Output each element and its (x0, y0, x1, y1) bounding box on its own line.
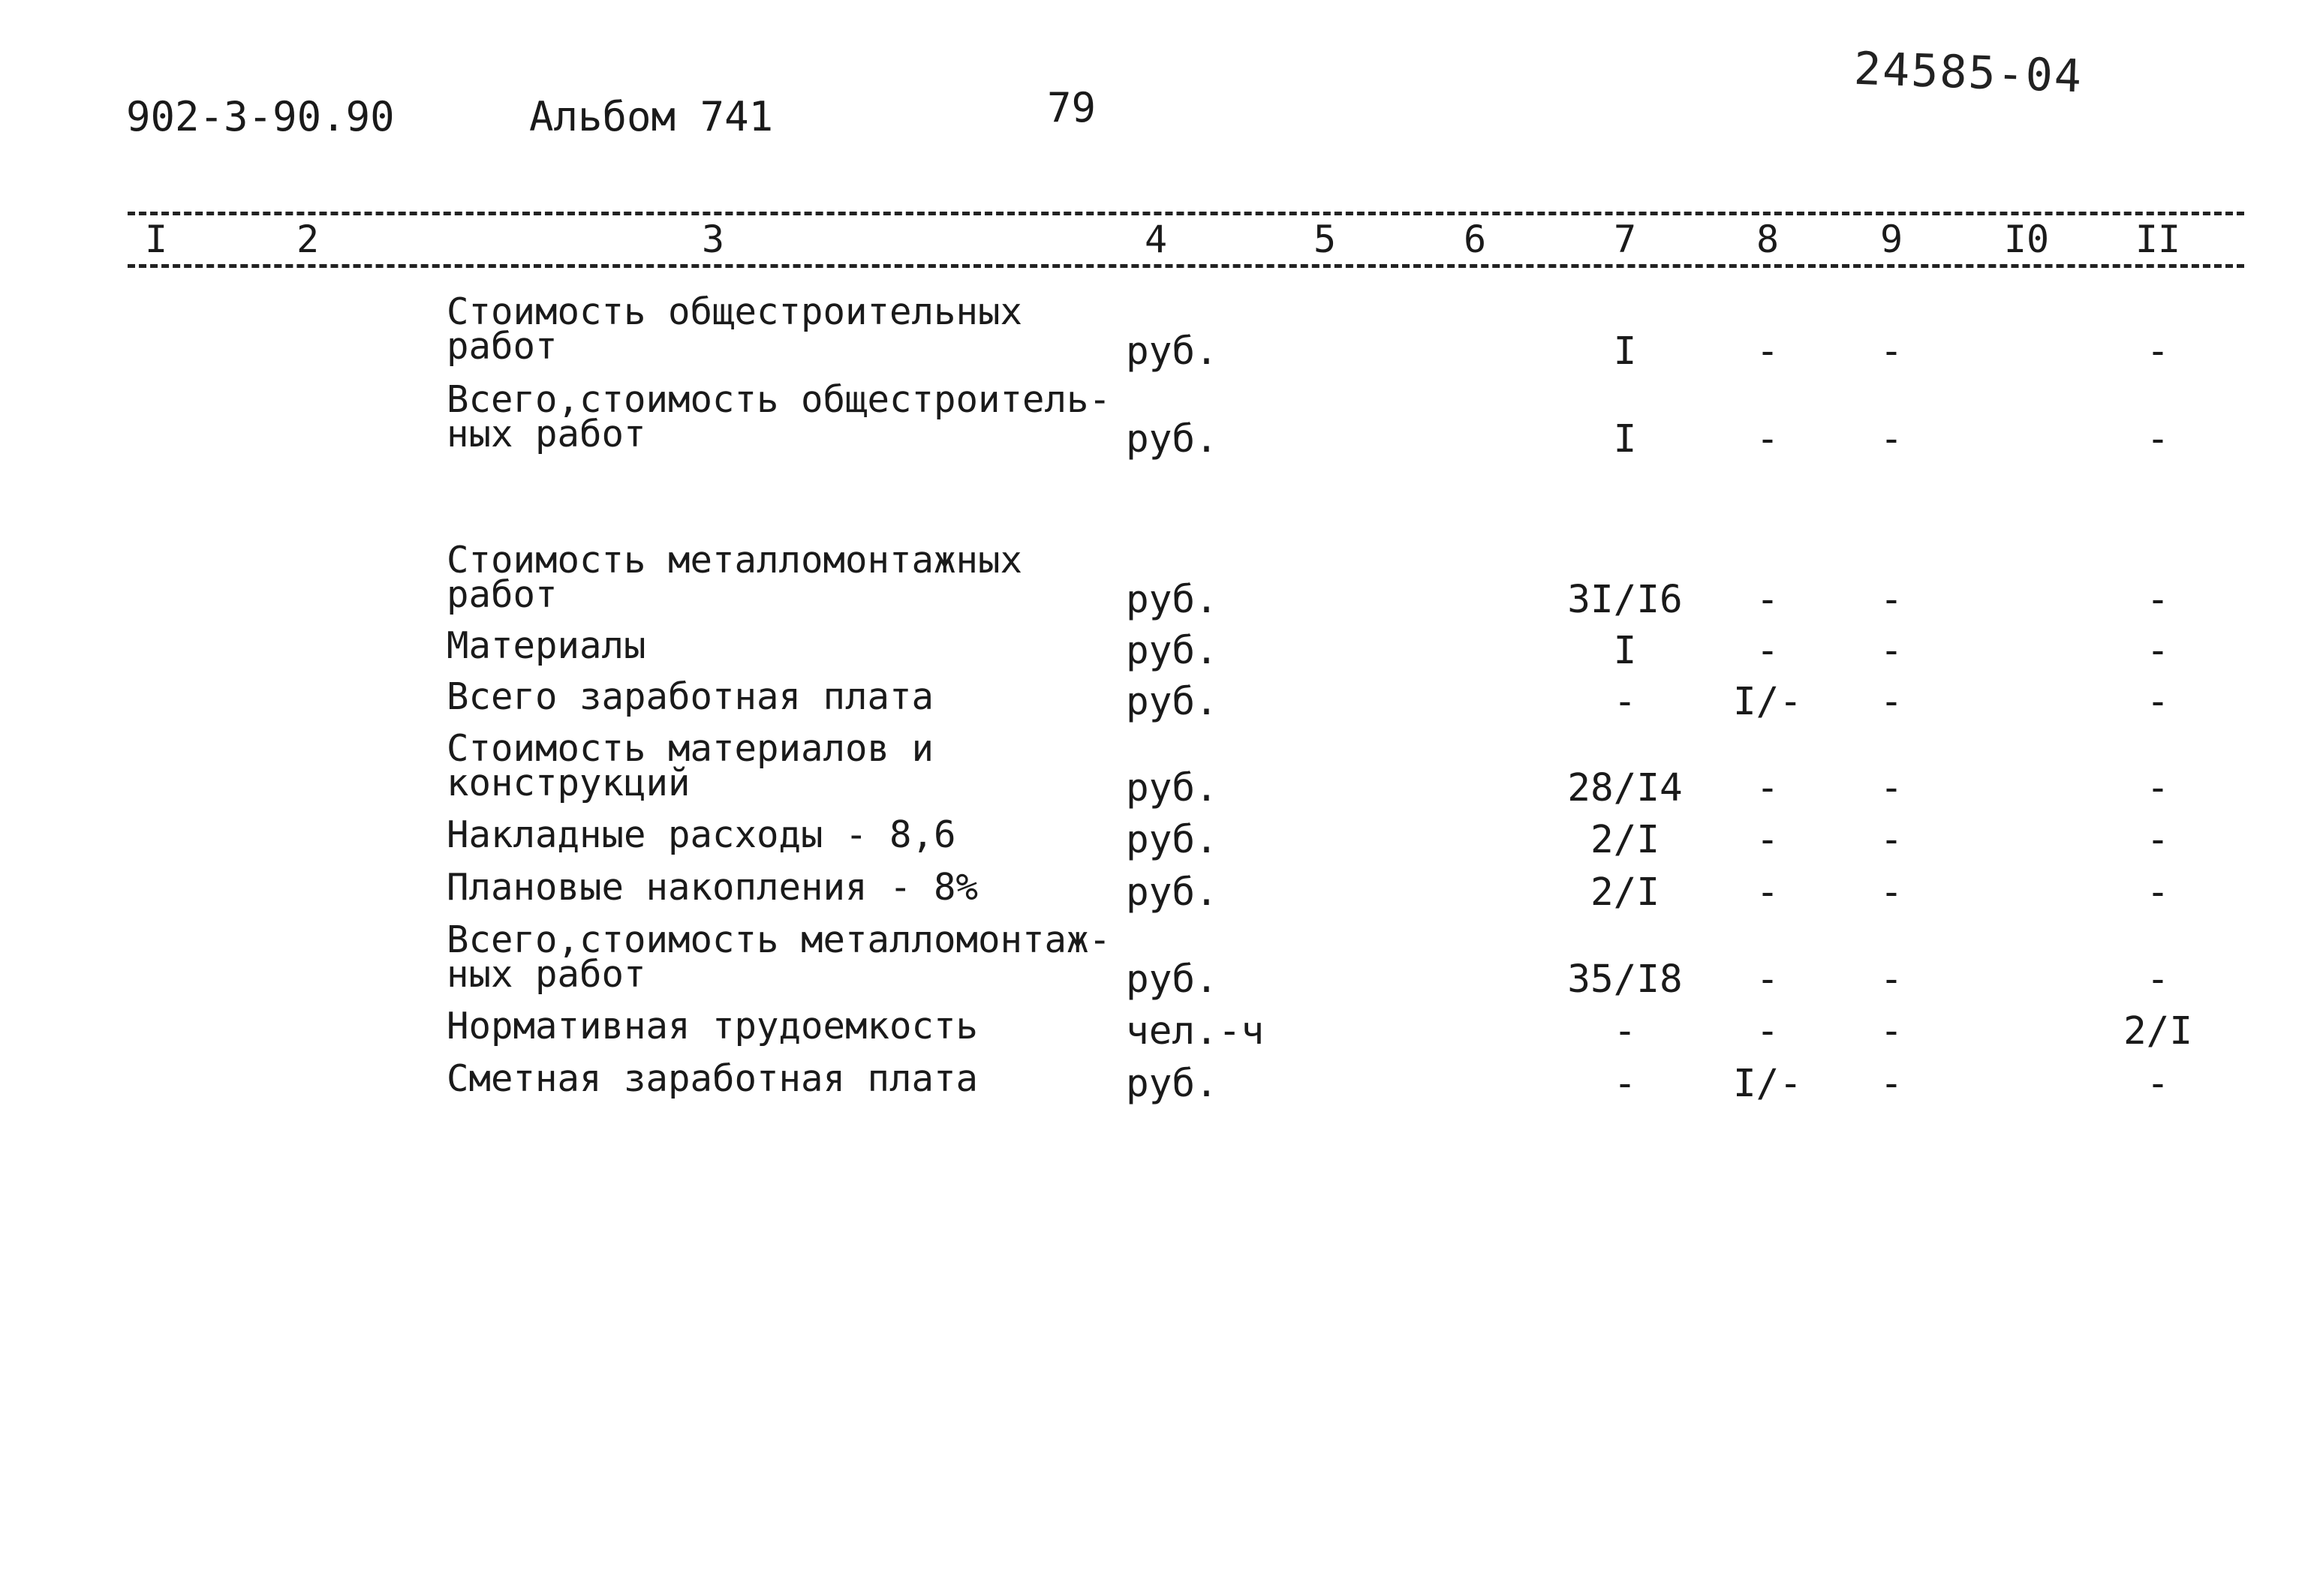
table-header-rule (128, 264, 2244, 268)
row-unit: руб. (1126, 766, 1218, 810)
cell-col-7: I (1613, 417, 1637, 461)
column-number: 4 (1144, 218, 1168, 261)
row-label: Нормативная трудоемкость (447, 1005, 979, 1047)
row-label: конструкций (447, 762, 691, 804)
cell-col-8: - (1756, 1009, 1780, 1053)
column-number: I0 (2003, 218, 2050, 261)
cell-col-11: - (2146, 818, 2170, 862)
column-number: 2 (296, 218, 320, 261)
cell-col-9: - (1879, 957, 1903, 1002)
cell-col-11: - (2146, 680, 2170, 724)
row-unit: чел.-ч (1126, 1009, 1265, 1053)
cell-col-9: - (1879, 870, 1903, 915)
cell-col-9: - (1879, 1009, 1903, 1053)
table-top-rule (128, 212, 2244, 215)
album-label: Альбом 741 (529, 93, 774, 140)
cell-col-7: - (1613, 1009, 1637, 1053)
cell-col-11: - (2146, 629, 2170, 673)
archive-stamp-number: 24585-04 (1852, 42, 2084, 104)
row-unit: руб. (1126, 1062, 1218, 1106)
cell-col-11: 2/I (2123, 1009, 2193, 1053)
row-unit: руб. (1126, 578, 1218, 622)
cell-col-7: 2/I (1590, 870, 1660, 915)
row-unit: руб. (1126, 957, 1218, 1002)
row-label: Стоимость общестроительных (447, 290, 1023, 333)
row-unit: руб. (1126, 329, 1218, 374)
row-label: ных работ (447, 953, 646, 996)
cell-col-7: I (1613, 329, 1637, 374)
cell-col-8: - (1756, 957, 1780, 1002)
cell-col-9: - (1879, 629, 1903, 673)
cell-col-11: - (2146, 870, 2170, 915)
cell-col-8: - (1756, 578, 1780, 622)
row-label: Плановые накопления - 8% (447, 866, 979, 909)
cell-col-9: - (1879, 578, 1903, 622)
cell-col-11: - (2146, 329, 2170, 374)
cell-col-9: - (1879, 417, 1903, 461)
cell-col-7: 3I/I6 (1567, 578, 1683, 622)
cell-col-9: - (1879, 1062, 1903, 1106)
cell-col-8: - (1756, 329, 1780, 374)
column-number: 6 (1463, 218, 1487, 261)
cell-col-11: - (2146, 417, 2170, 461)
row-unit: руб. (1126, 417, 1218, 461)
cell-col-11: - (2146, 578, 2170, 622)
column-number: 8 (1756, 218, 1780, 261)
column-number: II (2135, 218, 2181, 261)
cell-col-9: - (1879, 329, 1903, 374)
column-number: 5 (1313, 218, 1337, 261)
row-label: работ (447, 573, 558, 616)
row-unit: руб. (1126, 870, 1218, 915)
column-number: 7 (1613, 218, 1637, 261)
document-code: 902-3-90.90 (126, 93, 395, 140)
cell-col-8: - (1756, 766, 1780, 810)
row-label: Сметная заработная плата (447, 1057, 979, 1100)
cell-col-7: 28/I4 (1567, 766, 1683, 810)
cell-col-8: I/- (1732, 1062, 1803, 1106)
row-unit: руб. (1126, 818, 1218, 862)
cell-col-7: 35/I8 (1567, 957, 1683, 1002)
column-number: I (144, 218, 168, 261)
page-number: 79 (1047, 84, 1097, 131)
column-number: 3 (701, 218, 725, 261)
cell-col-8: I/- (1732, 680, 1803, 724)
row-label: Материалы (447, 624, 646, 667)
cell-col-7: - (1613, 1062, 1637, 1106)
cell-col-7: I (1613, 629, 1637, 673)
cell-col-9: - (1879, 766, 1903, 810)
row-label: ных работ (447, 413, 646, 455)
cell-col-11: - (2146, 1062, 2170, 1106)
row-label: Всего заработная плата (447, 675, 934, 718)
row-unit: руб. (1126, 629, 1218, 673)
cell-col-9: - (1879, 680, 1903, 724)
column-number: 9 (1879, 218, 1903, 261)
row-label: Стоимость металломонтажных (447, 539, 1023, 582)
row-label: Накладные расходы - 8,6 (447, 813, 956, 856)
cell-col-8: - (1756, 818, 1780, 862)
row-label: Всего,стоимость металломонтаж- (447, 918, 1112, 961)
cell-col-7: 2/I (1590, 818, 1660, 862)
cell-col-11: - (2146, 766, 2170, 810)
cell-col-9: - (1879, 818, 1903, 862)
cell-col-11: - (2146, 957, 2170, 1002)
row-unit: руб. (1126, 680, 1218, 724)
row-label: работ (447, 325, 558, 368)
cell-col-7: - (1613, 680, 1637, 724)
cell-col-8: - (1756, 870, 1780, 915)
row-label: Стоимость материалов и (447, 727, 934, 770)
cell-col-8: - (1756, 417, 1780, 461)
cell-col-8: - (1756, 629, 1780, 673)
row-label: Всего,стоимость общестроитель- (447, 378, 1112, 421)
